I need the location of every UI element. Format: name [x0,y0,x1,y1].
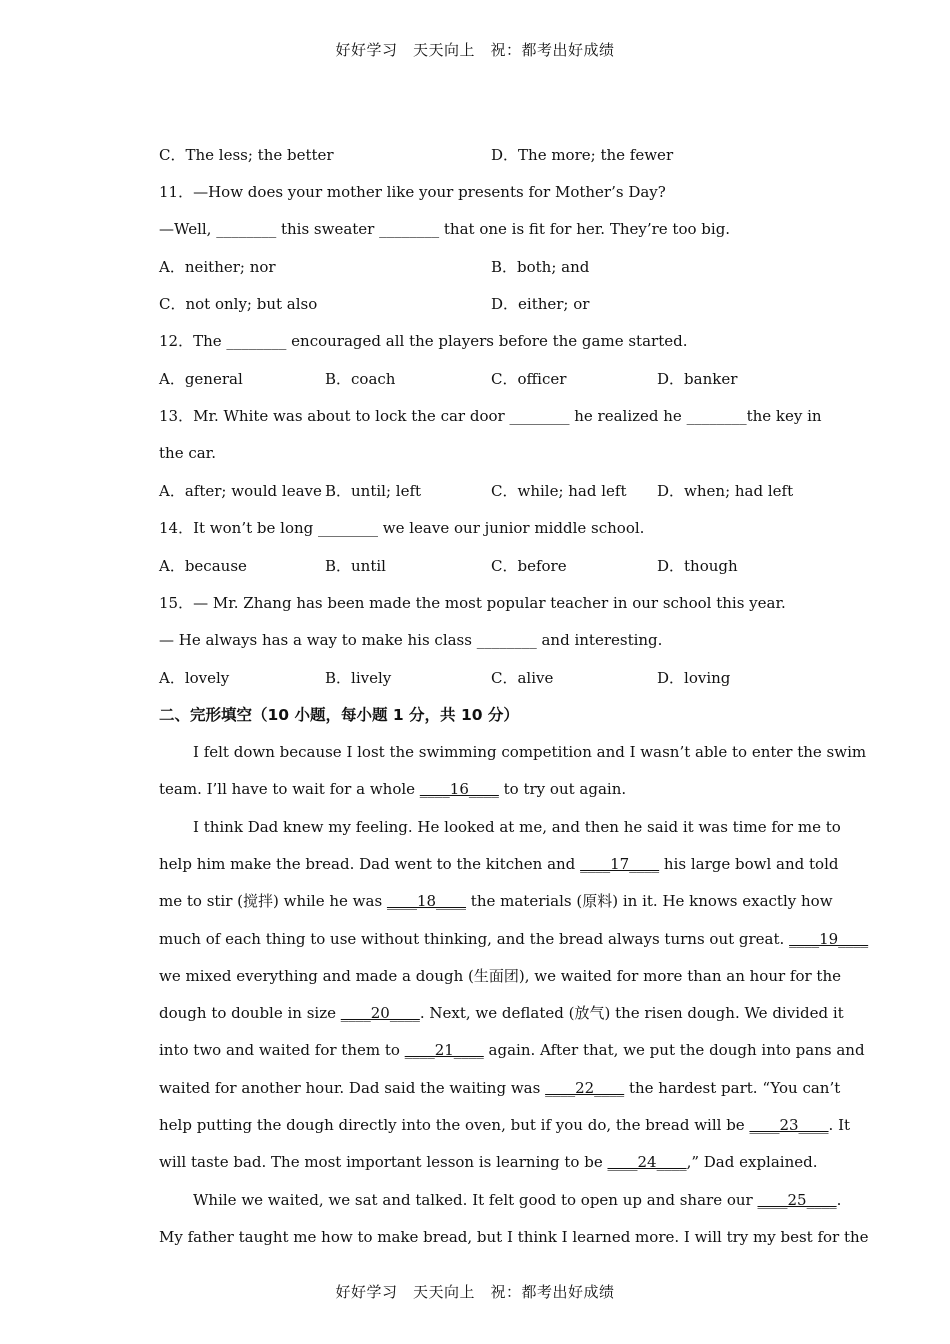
text-run: the materials (原料) in it. He knows exactly how [466,892,833,910]
q15-option-b: B．lively [325,669,392,687]
blank-18: ____18____ [386,892,467,910]
text-run: ,” Dad explained. [686,1153,818,1171]
q13-option-b: B．until; left [325,482,422,500]
text-run: again. After that, we put the dough into pans and [483,1041,865,1059]
blank-16: ____16____ [419,780,499,798]
q12-stem: 12．The ________ encouraged all the players before the game started. [159,332,688,350]
passage-line: I think Dad knew my feeling. He looked at me, and then he said it was time for me to [193,818,841,836]
blank-24: ____24____ [607,1153,687,1171]
passage-line: we mixed everything and made a dough (生面团), we waited for more than an hour for the [159,967,842,985]
passage-line [159,929,868,949]
passage-line [159,1003,844,1023]
q12-option-a: A．general [159,370,243,388]
blank-22: ____22____ [545,1079,625,1097]
q11-option-a: A．neither; nor [159,258,276,276]
passage-line: I felt down because I lost the swimming competition and I wasn’t able to enter the swim [193,743,867,761]
passage-line [159,1040,865,1060]
q14-option-a: A．because [159,557,247,575]
passage-line: My father taught me how to make bread, but I think I learned more. I will try my best for the [159,1228,869,1246]
text-run: . It [828,1116,851,1134]
q14-option-c: C．before [491,557,567,575]
blank-25: ____25____ [757,1191,837,1209]
q12-option-d: D．banker [657,370,738,388]
q12-option-b: B．coach [325,370,396,388]
q11-stem: 11．—How does your mother like your presents for Mother’s Day? [159,183,666,201]
blank-23: ____23____ [749,1116,829,1134]
page-footer: 好好学习 天天向上 祝：都考出好成绩 [335,1283,615,1301]
section-title: 二、完形填空（10 小题，每小题 1 分，共 10 分） [159,706,519,724]
text-run: to try out again. [498,780,627,798]
text-run: help putting the dough directly into the oven, but if you do, the bread will be [159,1116,750,1134]
q14-option-d: D．though [657,557,738,575]
passage-line [159,1078,840,1098]
text-run: will taste bad. The most important lesson is learning to be [159,1153,608,1171]
q13-stem-2: the car. [159,444,216,462]
page-header: 好好学习 天天向上 祝：都考出好成绩 [335,41,615,59]
passage-line [193,1190,841,1210]
passage-line [159,891,833,911]
q11-option-b: B．both; and [491,258,590,276]
q15-stem-2: — He always has a way to make his class ________ and interesting. [159,631,663,649]
q14-option-b: B．until [325,557,386,575]
q15-option-a: A．lovely [159,669,230,687]
q13-option-a: A．after; would leave [159,482,322,500]
text-run: much of each thing to use without thinking, and the bread always turns out great. [159,930,790,948]
blank-19: ____19____ [789,930,869,948]
text-run: waited for another hour. Dad said the waiting was [159,1079,546,1097]
passage-line [159,1152,818,1172]
q11-stem-2: —Well, ________ this sweater ________ that one is fit for her. They’re too big. [159,220,731,238]
text-run: me to stir (搅拌) while he was [159,892,387,910]
q10-option-d: D．The more; the fewer [491,146,674,164]
passage-line [159,779,626,799]
text-run: dough to double in size [159,1004,341,1022]
text-run: his large bowl and told [659,855,839,873]
text-run: the hardest part. “You can’t [624,1079,841,1097]
text-run: . [836,1191,842,1209]
text-run: help him make the bread. Dad went to the kitchen and [159,855,581,873]
q13-option-c: C．while; had left [491,482,627,500]
q11-option-c: C．not only; but also [159,295,318,313]
passage-line [159,854,838,874]
q15-stem: 15．— Mr. Zhang has been made the most popular teacher in our school this year. [159,594,786,612]
passage-line [159,1115,850,1135]
q12-option-c: C．officer [491,370,567,388]
text-run: . Next, we deflated (放气) the risen dough. We divided it [419,1004,844,1022]
q13-stem: 13．Mr. White was about to lock the car door ________ he realized he ________the key in [159,407,822,425]
q14-stem: 14．It won’t be long ________ we leave our junior middle school. [159,519,645,537]
q15-option-c: C．alive [491,669,554,687]
text-run: While we waited, we sat and talked. It felt good to open up and share our [193,1191,758,1209]
q10-option-c: C．The less; the better [159,146,334,164]
q15-option-d: D．loving [657,669,731,687]
text-run: team. I’ll have to wait for a whole [159,780,420,798]
blank-21: ____21____ [404,1041,484,1059]
blank-17: ____17____ [580,855,660,873]
q11-option-d: D．either; or [491,295,590,313]
blank-20: ____20____ [340,1004,420,1022]
q13-option-d: D．when; had left [657,482,794,500]
text-run: into two and waited for them to [159,1041,405,1059]
